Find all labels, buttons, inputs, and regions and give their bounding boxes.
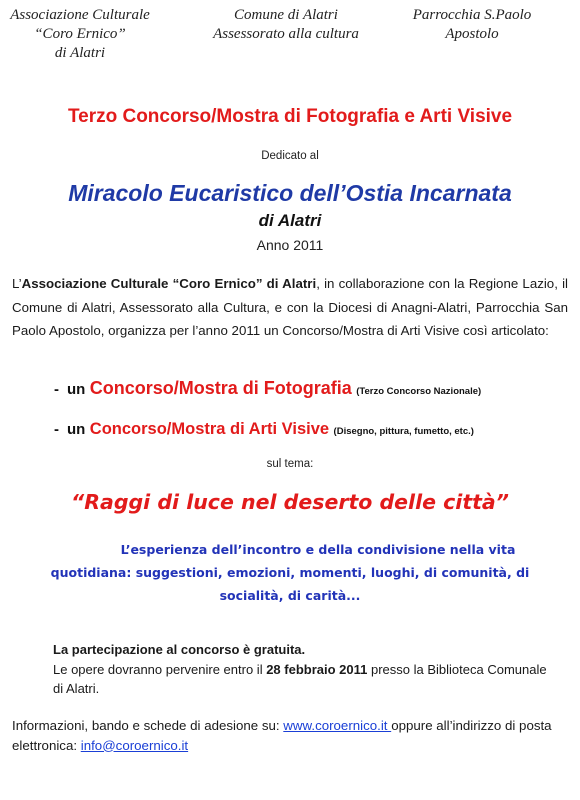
header-right-line-1: Parrocchia S.Paolo [412, 7, 532, 23]
bullet-photography [54, 378, 481, 399]
theme-line-3: socialità, di carità... [219, 588, 361, 603]
intro-organization: Associazione Culturale “Coro Ernico” di Alatri [21, 276, 317, 291]
contact-info [12, 716, 568, 755]
theme-title: “Raggi di luce nel deserto delle città” [71, 490, 509, 514]
header-right-organization [402, 6, 542, 44]
theme-line-2: quotidiana: suggestioni, emozioni, momenti, luoghi, di comunità, di [50, 565, 530, 580]
dedicated-label: Dedicato al [261, 150, 319, 162]
header-left-organization [10, 6, 150, 63]
page-title: Terzo Concorso/Mostra di Fotografia e Arti Visive [67, 106, 513, 127]
bullet-prefix: un [67, 381, 86, 398]
bullet-note: (Disegno, pittura, fumetto, etc.) [333, 426, 474, 437]
participation-section [53, 640, 553, 699]
info-text-pre: Informazioni, bando e schede di adesione su: [12, 718, 284, 733]
bullet-visual-arts [54, 420, 474, 439]
deadline-text-pre: Le opere dovranno pervenire entro il [53, 661, 267, 677]
bullet-dash: - [54, 421, 59, 438]
bullet-prefix: un [67, 421, 86, 438]
info-text-mid: oppure all’indirizzo di posta elettronica: [12, 718, 552, 753]
bullet-note: (Terzo Concorso Nazionale) [356, 386, 482, 397]
email-link[interactable]: info@coroernico.it [80, 737, 189, 753]
bullet-highlight: Concorso/Mostra di Arti Visive [89, 420, 330, 438]
header-left-line-1: Associazione Culturale [10, 7, 150, 23]
free-participation-note: La partecipazione al concorso è gratuita. [53, 642, 306, 657]
intro-text: , in collaborazione con la Regione Lazio, il Comune di Alatri, Assessorato alla Cultura, e con la Diocesi di Anagni-Alatri, Parrocchia San Paolo Apostolo, organizza per l’anno 2011 un Concorso/Mostra di Arti Visive così articolato: [12, 276, 568, 338]
theme-label: sul tema: [266, 458, 314, 470]
event-year: Anno 2011 [256, 237, 324, 253]
theme-line-1: L’esperienza dell’incontro e della condivisione nella vita [120, 542, 516, 557]
theme-description [12, 538, 568, 607]
event-name: Miracolo Eucaristico dell’Ostia Incarnata [68, 180, 512, 206]
bullet-dash: - [54, 381, 59, 398]
intro-paragraph [12, 272, 568, 343]
header-left-line-3: di Alatri [54, 45, 106, 61]
header-left-line-2: “Coro Ernico” [34, 26, 126, 42]
event-place: di Alatri [258, 211, 322, 230]
header-center-line-1: Comune di Alatri [234, 7, 338, 23]
header-right-line-2: Apostolo [445, 26, 499, 42]
header-center-organization [196, 6, 376, 44]
website-link[interactable]: www.coroernico.it [283, 718, 392, 733]
intro-prefix: L’ [12, 276, 22, 291]
deadline-text-post: presso la Biblioteca Comunale di Alatri. [53, 661, 547, 696]
bullet-highlight: Concorso/Mostra di Fotografia [89, 378, 352, 398]
header-center-line-2: Assessorato alla cultura [213, 26, 359, 42]
deadline-date: 28 febbraio 2011 [266, 661, 368, 677]
